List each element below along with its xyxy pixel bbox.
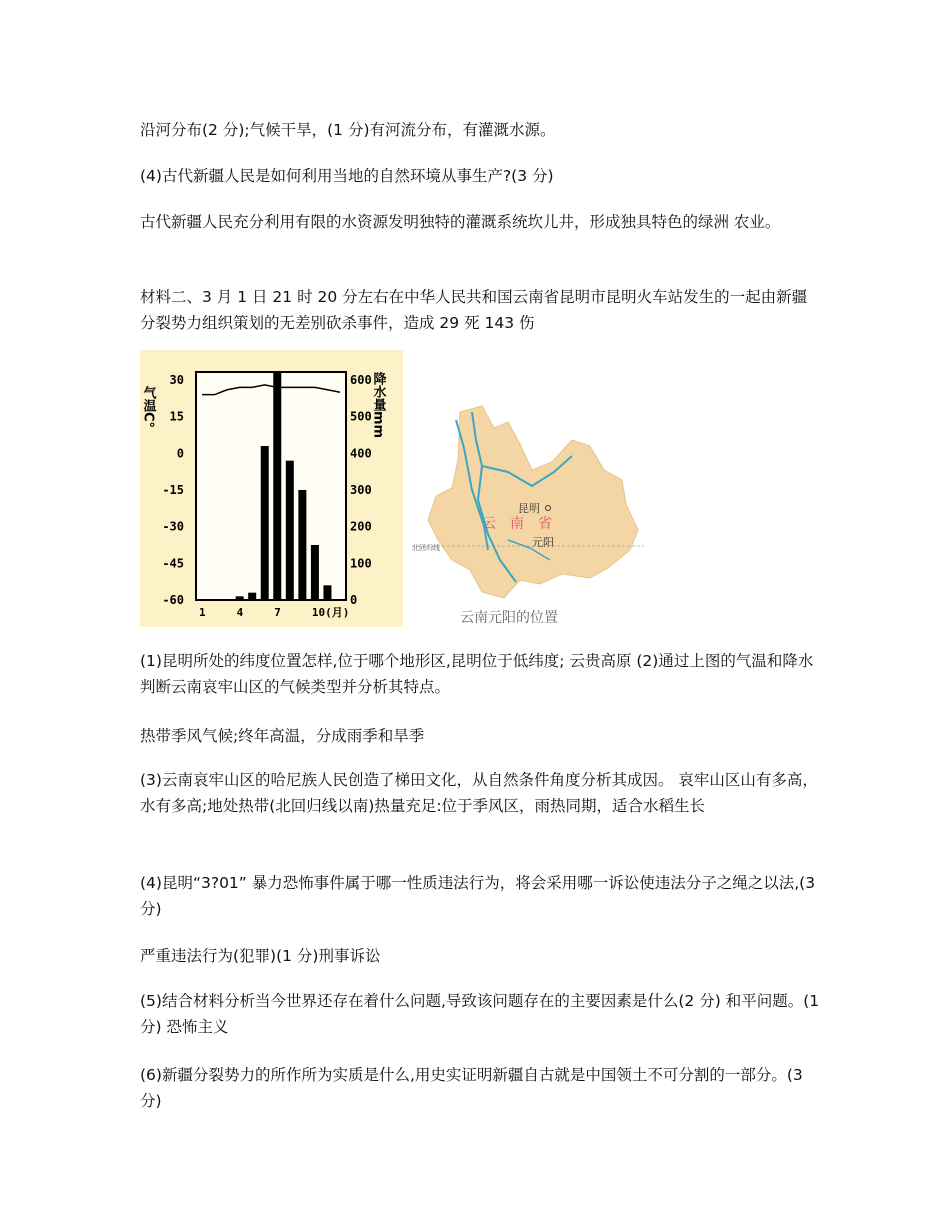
paragraph-1: 沿河分布(2 分);气候干旱，(1 分)有河流分布，有灌溉水源。 bbox=[140, 121, 556, 139]
temp-tick-label: -45 bbox=[162, 556, 184, 571]
precip-tick-label: 600 bbox=[350, 373, 372, 387]
precip-tick-label: 300 bbox=[350, 483, 372, 497]
label-province: 云南省 bbox=[482, 516, 566, 532]
temp-tick-label: 0 bbox=[176, 446, 184, 461]
map-caption: 云南元阳的位置 bbox=[460, 610, 558, 626]
label-tropic: 北回归线 bbox=[412, 544, 440, 552]
temp-tick-label: 15 bbox=[169, 409, 184, 424]
precip-bar bbox=[286, 461, 294, 600]
question-4: (4)古代新疆人民是如何利用当地的自然环境从事生产?(3 分) bbox=[140, 167, 554, 185]
temp-tick-label: -30 bbox=[162, 519, 184, 534]
precip-bar bbox=[236, 596, 244, 600]
temp-tick-label: -15 bbox=[162, 483, 184, 497]
yunnan-map bbox=[412, 400, 652, 630]
question-1-2: (1)昆明所处的纬度位置怎样,位于哪个地形区,昆明位于低纬度; 云贵高原 (2)通过上图的气温和降水判断云南哀牢山区的气候类型并分析其特点。 bbox=[140, 652, 814, 696]
x-tick-label: 4 bbox=[236, 606, 244, 619]
answer-2: 热带季风气候;终年高温，分成雨季和旱季 bbox=[140, 727, 425, 745]
precip-tick-label: 0 bbox=[350, 593, 358, 607]
material-2: 材料二、3 月 1 日 21 时 20 分左右在中华人民共和国云南省昆明市昆明火车站发生的一起由新疆分裂势力组织策划的无差别砍杀事件，造成 29 死 143 伤 bbox=[140, 288, 808, 332]
question-3: (3)云南哀牢山区的哈尼族人民创造了梯田文化，从自然条件角度分析其成因。 哀牢山区山有多高，水有多高;地处热带(北回归线以南)热量充足:位于季风区，雨热同期，适合水稻生长 bbox=[140, 771, 818, 815]
x-tick-label: 10(月) bbox=[311, 606, 350, 619]
question-5: (5)结合材料分析当今世界还存在着什么问题,导致该问题存在的主要因素是什么(2 分) 和平问题。(1 分) 恐怖主义 bbox=[140, 992, 820, 1036]
precip-bar bbox=[261, 446, 269, 600]
question-6: (6)新疆分裂势力的所作所为实质是什么,用史实证明新疆自古就是中国领土不可分割的一部分。(3 分) bbox=[140, 1066, 803, 1110]
temp-tick-label: -60 bbox=[162, 593, 184, 607]
label-yuanyang: 元阳 bbox=[532, 536, 554, 549]
label-kunming: 昆明 bbox=[518, 502, 540, 515]
question-4b: (4)昆明“3?01” 暴力恐怖事件属于哪一性质违法行为，将会采用哪一诉讼使违法分子之绳之以法,(3 分) bbox=[140, 874, 816, 918]
climate-chart bbox=[140, 350, 403, 627]
precip-bar bbox=[248, 593, 256, 600]
x-tick-label: 1 bbox=[199, 606, 206, 619]
precip-bar bbox=[273, 373, 281, 600]
answer-4: 古代新疆人民充分利用有限的水资源发明独特的灌溉系统坎儿井，形成独具特色的绿洲 农业。 bbox=[140, 213, 781, 231]
precip-tick-label: 200 bbox=[350, 519, 372, 534]
left-axis-label: 气温C° bbox=[140, 386, 156, 429]
precip-tick-label: 500 bbox=[350, 409, 372, 424]
temp-tick-label: 30 bbox=[169, 373, 184, 387]
precip-tick-label: 100 bbox=[350, 556, 372, 571]
x-tick-label: 7 bbox=[274, 606, 281, 619]
precip-bar bbox=[298, 490, 306, 600]
plot-frame bbox=[196, 372, 346, 600]
climate-chart-svg bbox=[140, 350, 403, 627]
right-axis-label: 降水量mm bbox=[370, 372, 386, 439]
precip-bar bbox=[323, 585, 331, 600]
yunnan-map-svg bbox=[412, 400, 652, 630]
precip-bar bbox=[311, 545, 319, 600]
answer-4b: 严重违法行为(犯罪)(1 分)刑事诉讼 bbox=[140, 947, 381, 965]
precip-tick-label: 400 bbox=[350, 446, 372, 461]
